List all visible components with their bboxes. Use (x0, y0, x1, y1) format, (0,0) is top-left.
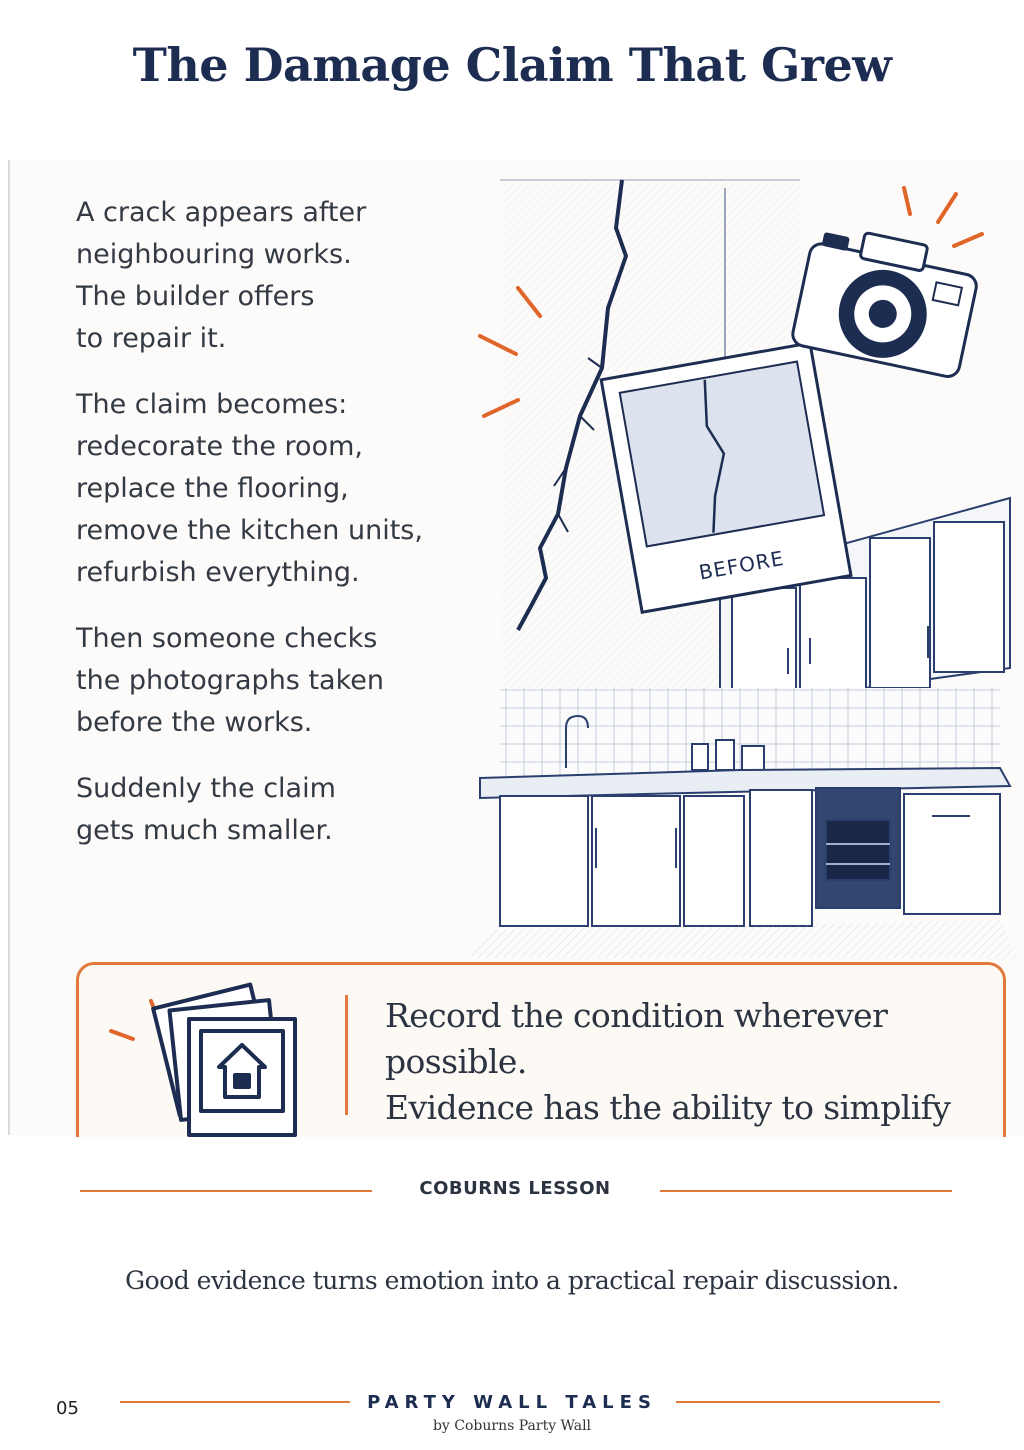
callout-divider (345, 995, 348, 1115)
story-line: redecorate the room, (76, 431, 363, 462)
story-paragraph-2 (76, 384, 496, 594)
page-number: 05 (56, 1398, 79, 1419)
section-break (0, 1137, 1024, 1177)
lesson-label: COBURNS LESSON (419, 1178, 611, 1199)
story-paragraph-4 (76, 768, 496, 852)
story-line: Then someone checks (76, 623, 378, 654)
story-text (76, 192, 496, 876)
advice-callout (76, 962, 1006, 1162)
story-line: before the works. (76, 707, 313, 738)
kitchen-crack-illustration (470, 168, 1018, 958)
page-title: The Damage Claim That Grew (132, 38, 892, 92)
footer-rule-right (676, 1401, 940, 1403)
callout-line: Record the condition wherever possible. (385, 996, 888, 1081)
footer-byline: by Coburns Party Wall (432, 1418, 592, 1434)
story-line: The builder offers (76, 281, 315, 312)
story-paragraph-3 (76, 618, 496, 744)
footer-rule-left (120, 1401, 350, 1403)
footer-series-title: PARTY WALL TALES (367, 1392, 657, 1413)
story-line: gets much smaller. (76, 815, 333, 846)
story-paragraph-1 (76, 192, 496, 360)
photo-print-icon (601, 343, 851, 612)
story-line: the photographs taken (76, 665, 384, 696)
story-line: to repair it. (76, 323, 227, 354)
story-line: remove the kitchen units, (76, 515, 423, 546)
story-line: A crack appears after (76, 197, 367, 228)
story-line: refurbish everything. (76, 557, 360, 588)
story-line: replace the flooring, (76, 473, 349, 504)
lesson-quote: Good evidence turns emotion into a practical repair discussion. (125, 1266, 899, 1295)
callout-line: Evidence has the ability to simplify (385, 1088, 951, 1127)
lesson-rule-right (660, 1190, 952, 1192)
photo-label: BEFORE (697, 545, 787, 585)
story-line: The claim becomes: (76, 389, 348, 420)
story-line: neighbouring works. (76, 239, 352, 270)
story-line: Suddenly the claim (76, 773, 336, 804)
lesson-rule-left (80, 1190, 372, 1192)
house-photos-icon (101, 975, 321, 1145)
